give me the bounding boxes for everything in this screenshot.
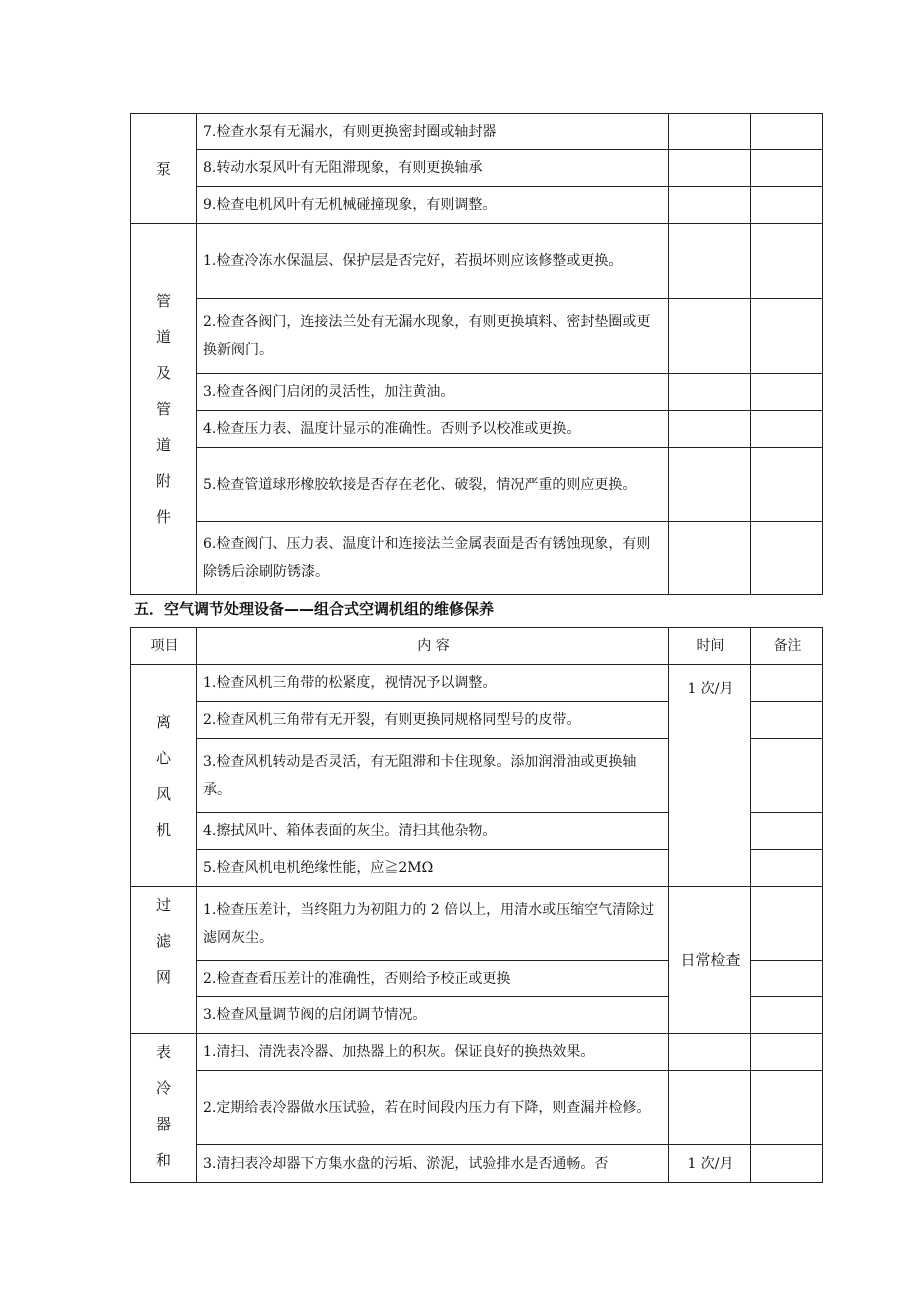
time-cell <box>669 224 751 299</box>
content-cell: 4.擦拭风叶、箱体表面的灰尘。清扫其他杂物。 <box>197 813 669 850</box>
time-cell <box>669 150 751 187</box>
remark-cell <box>751 299 823 374</box>
remark-cell <box>751 522 823 595</box>
remark-cell <box>751 1145 823 1183</box>
remark-cell <box>751 448 823 522</box>
remark-cell <box>751 374 823 411</box>
content-cell: 3.清扫表冷却器下方集水盘的污垢、淤泥，试验排水是否通畅。否 <box>197 1145 669 1183</box>
remark-cell <box>751 739 823 813</box>
remark-cell <box>751 961 823 997</box>
content-cell: 1.检查冷冻水保温层、保护层是否完好，若损坏则应该修整或更换。 <box>197 224 669 299</box>
time-cell <box>669 448 751 522</box>
time-cell: 日常检查 <box>669 887 751 1034</box>
time-cell: 1 次/月 <box>669 665 751 887</box>
maintenance-table-1 <box>130 113 823 595</box>
remark-cell <box>751 997 823 1034</box>
time-cell <box>669 299 751 374</box>
header-time: 时间 <box>669 628 751 665</box>
maintenance-table-2 <box>130 627 823 1183</box>
content-cell: 1.检查风机三角带的松紧度，视情况予以调整。 <box>197 665 669 702</box>
remark-cell <box>751 411 823 448</box>
time-cell <box>669 374 751 411</box>
remark-cell <box>751 813 823 850</box>
item-fan: 离心风机 <box>131 665 197 887</box>
remark-cell <box>751 887 823 961</box>
time-cell <box>669 187 751 224</box>
content-cell: 5.检查管道球形橡胶软接是否存在老化、破裂，情况严重的则应更换。 <box>197 448 669 522</box>
remark-cell <box>751 702 823 739</box>
remark-cell <box>751 114 823 150</box>
remark-cell <box>751 224 823 299</box>
item-pump: 泵 <box>131 114 197 224</box>
content-cell: 7.检查水泵有无漏水，有则更换密封圈或轴封器 <box>197 114 669 150</box>
content-cell: 8.转动水泵风叶有无阻滞现象，有则更换轴承 <box>197 150 669 187</box>
item-pipes: 管道及管道附件 <box>131 224 197 595</box>
time-cell <box>669 1071 751 1145</box>
time-cell: 1 次/月 <box>669 1145 751 1183</box>
content-cell: 2.检查查看压差计的准确性，否则给予校正或更换 <box>197 961 669 997</box>
time-cell <box>669 1034 751 1071</box>
content-cell: 5.检查风机电机绝缘性能，应≧2MΩ <box>197 850 669 887</box>
content-cell: 1.检查压差计，当终阻力为初阻力的 2 倍以上，用清水或压缩空气清除过滤网灰尘。 <box>197 887 669 961</box>
remark-cell <box>751 1034 823 1071</box>
content-cell: 6.检查阀门、压力表、温度计和连接法兰金属表面是否有锈蚀现象，有则除锈后涂刷防锈漆。 <box>197 522 669 595</box>
remark-cell <box>751 665 823 702</box>
content-cell: 3.检查各阀门启闭的灵活性，加注黄油。 <box>197 374 669 411</box>
content-cell: 1.清扫、清洗表冷器、加热器上的积灰。保证良好的换热效果。 <box>197 1034 669 1071</box>
item-cooler: 表冷器和 <box>131 1034 197 1183</box>
remark-cell <box>751 1071 823 1145</box>
content-cell: 2.检查风机三角带有无开裂，有则更换同规格同型号的皮带。 <box>197 702 669 739</box>
time-cell <box>669 114 751 150</box>
content-cell: 3.检查风量调节阀的启闭调节情况。 <box>197 997 669 1034</box>
content-cell: 9.检查电机风叶有无机械碰撞现象，有则调整。 <box>197 187 669 224</box>
header-item: 项目 <box>131 628 197 665</box>
content-cell: 2.定期给表冷器做水压试验，若在时间段内压力有下降，则查漏并检修。 <box>197 1071 669 1145</box>
content-cell: 4.检查压力表、温度计显示的准确性。否则予以校准或更换。 <box>197 411 669 448</box>
content-cell: 3.检查风机转动是否灵活，有无阻滞和卡住现象。添加润滑油或更换轴承。 <box>197 739 669 813</box>
remark-cell <box>751 187 823 224</box>
time-cell <box>669 522 751 595</box>
header-content: 内 容 <box>197 628 669 665</box>
header-remark: 备注 <box>751 628 823 665</box>
time-cell <box>669 411 751 448</box>
content-cell: 2.检查各阀门，连接法兰处有无漏水现象，有则更换填料、密封垫圈或更换新阀门。 <box>197 299 669 374</box>
remark-cell <box>751 150 823 187</box>
remark-cell <box>751 850 823 887</box>
section-title: 五．空气调节处理设备——组合式空调机组的维修保养 <box>134 600 495 618</box>
item-filter: 过滤网 <box>131 887 197 1034</box>
